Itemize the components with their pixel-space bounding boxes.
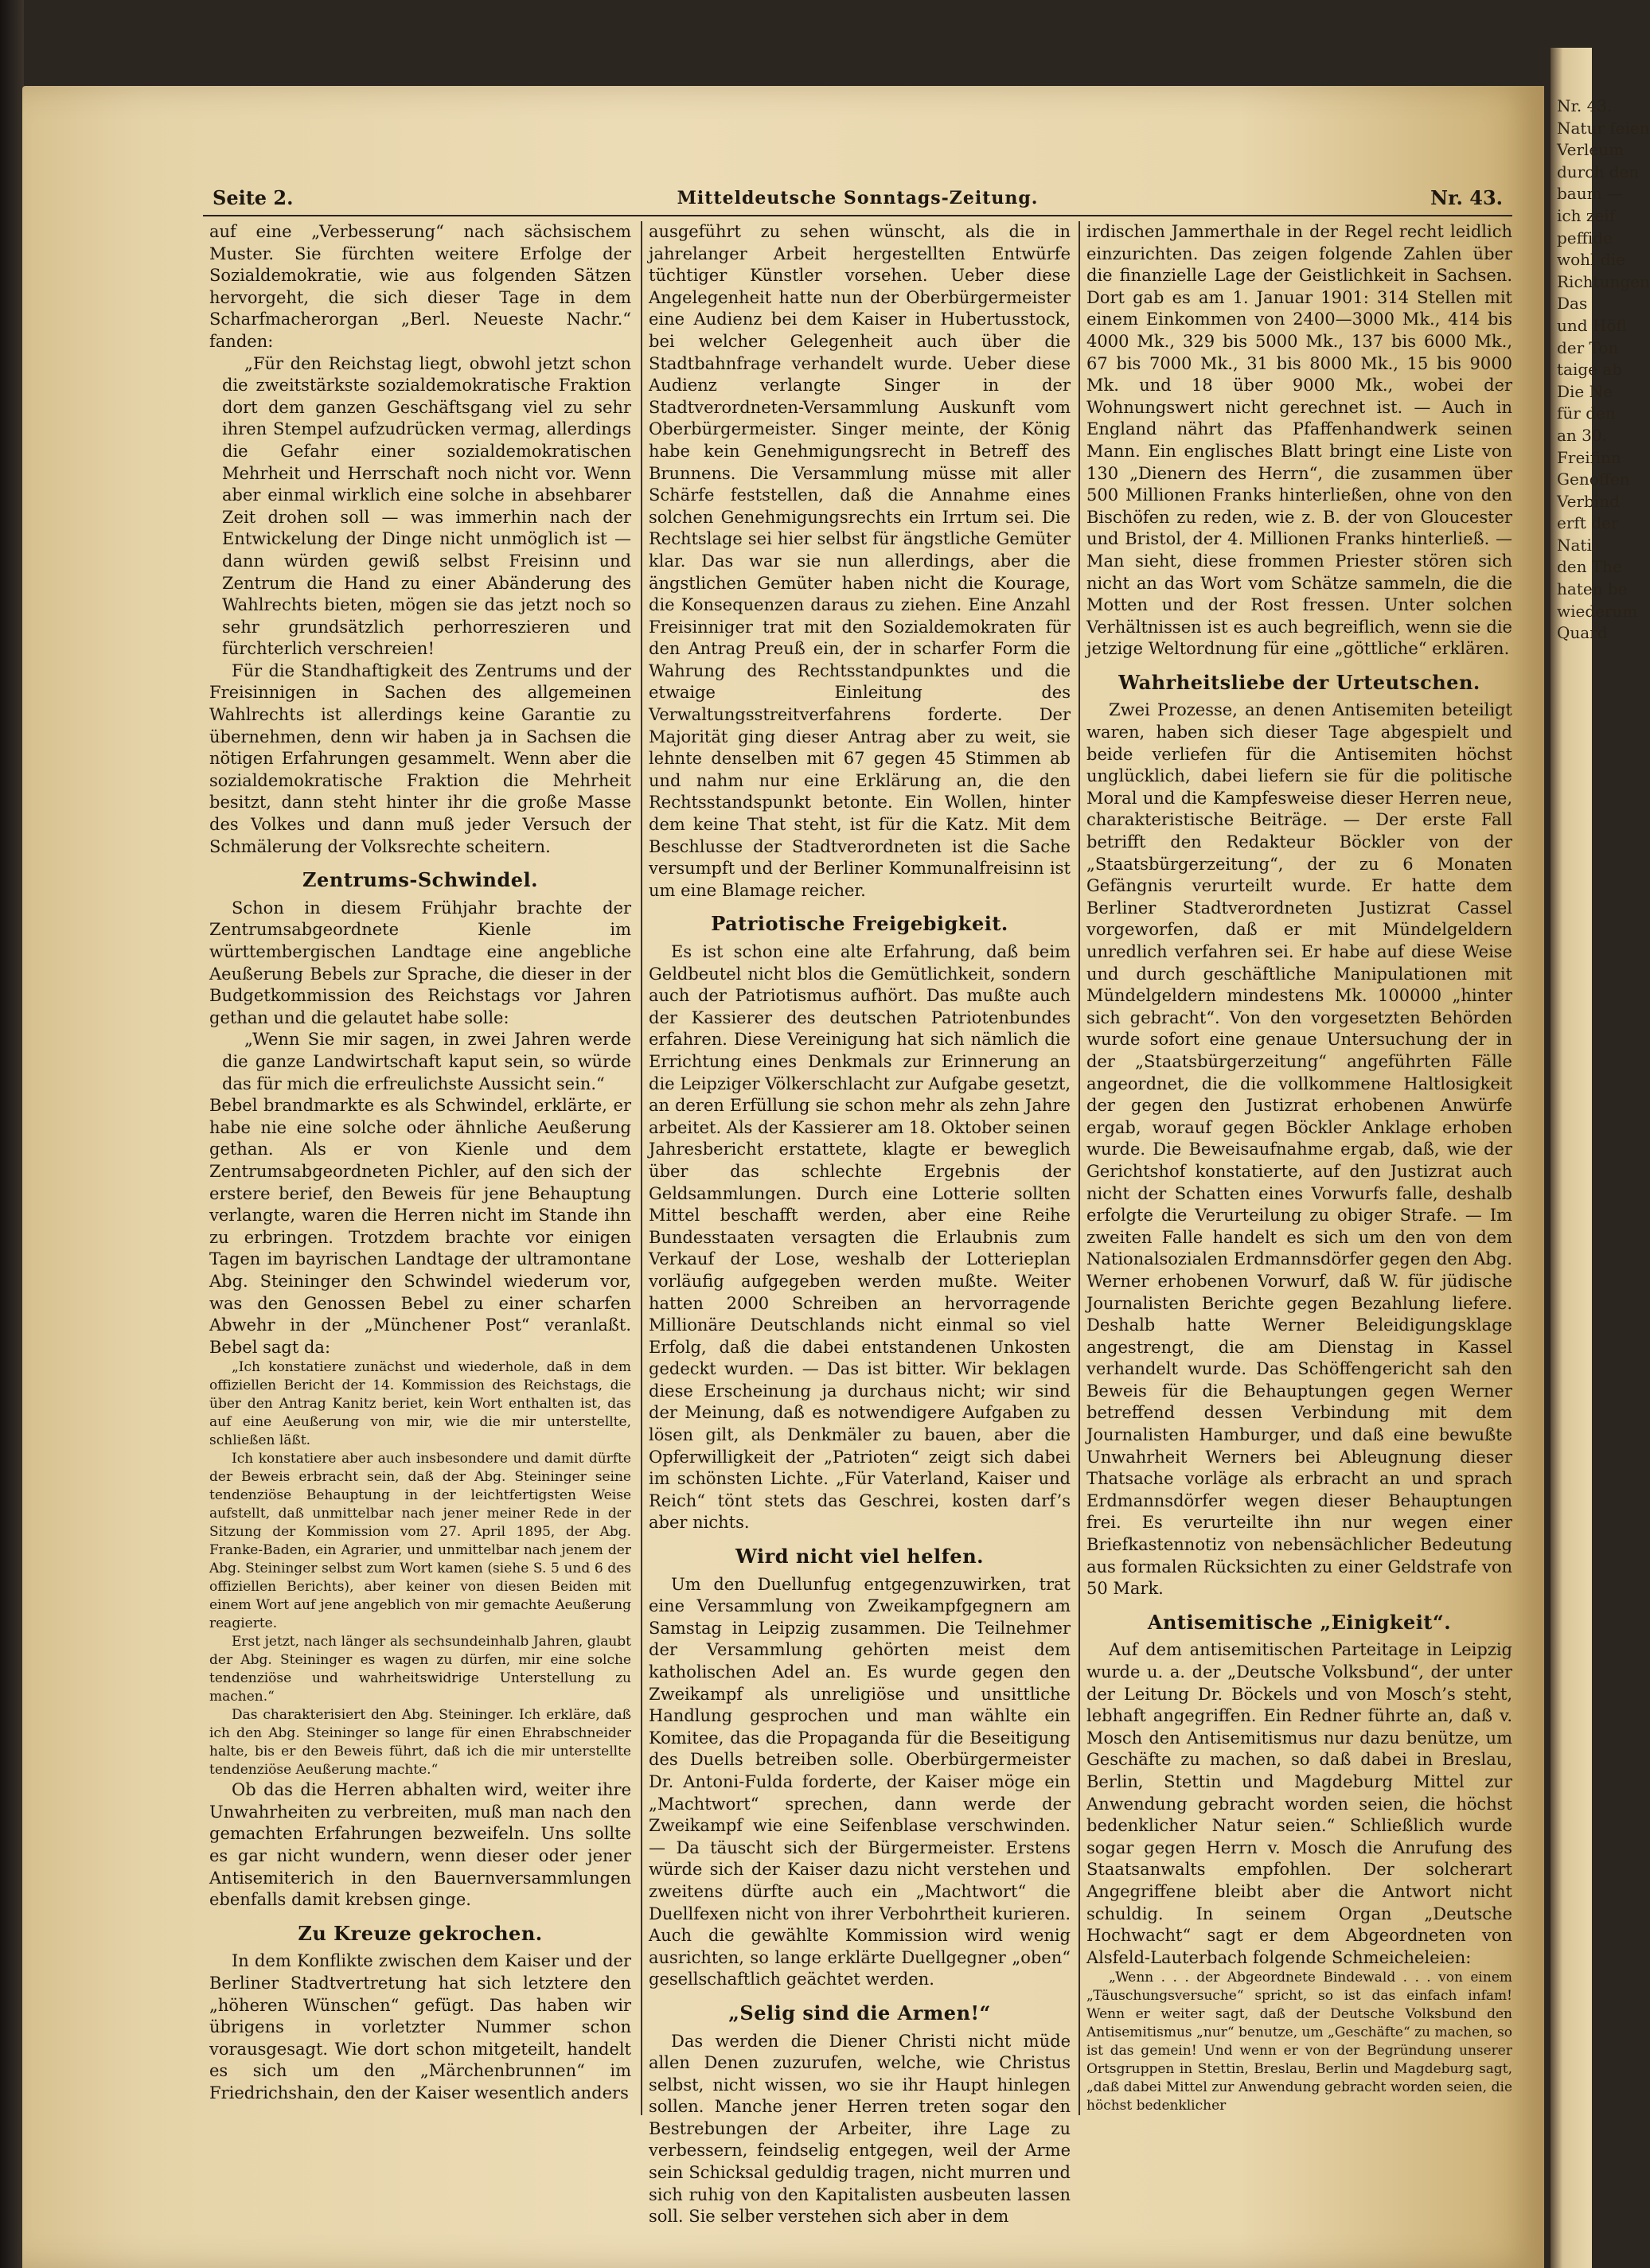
article-paragraph: irdischen Jammerthale in der Regel recht leidlich einzurichten. Das zeigen folgende Zahlen über die finanzielle Lage der Geistlichkeit in Sachsen. Dort gab es am 1. Januar 1901: 314 Stellen mit einem Einkommen von 2400—3000 Mk., 414 bis 4000 Mk., 329 bis 5000 Mk., 137 bis 6000 Mk., 67 bis 7000 Mk., 31 bis 8000 Mk., 15 bis 9000 Mk. und 18 über 9000 Mk., wobei der Wohnungswert nicht gerechnet ist. — Auch in England nährt das Pfaffenhandwerk seinen Mann. Ein englisches Blatt bringt eine Liste von 130 „Dienern des Herrn“, die zusammen über 500 Millionen Franks hinterließen, ohne von den Bischöfen zu reden, wie z. B. der von Gloucester und Bristol, der 4. Millionen Franks hinterließ. — Man sieht, diese frommen Priester stören sich nicht an das Wort vom Schätze sammeln, die die Motten und der Rost fressen. Unter solchen Verhältnissen ist es auch begreiflich, wenn sie die jetzige Weltordnung für eine „göttliche“ erklären. bbox=[1086, 222, 1512, 659]
quoted-small-paragraph: Ich konstatiere aber auch insbesondere und damit dürfte der Beweis erbracht sein, daß der Abg. Steininger seine tendenziöse Behauptung in der leichtfertigsten Weise aufstellt, daß unmittelbar nach jener meiner Rede in der Sitzung der Kommission vom 27. April 1895, der Abg. Franke-Baden, ein Agrarier, und unmittelbar nach jenem der Abg. Steininger selbst zum Wort kamen (siehe S. 5 und 6 des offiziellen Berichts), aber keiner von diesen Beiden mit einem Wort auf jene angeblich von mir gemachte Aeußerung reagierte. bbox=[209, 1451, 631, 1632]
column-divider bbox=[1079, 221, 1080, 2115]
adjacent-page-line: der Ton bbox=[1557, 337, 1619, 357]
adjacent-page-line: Die Ne bbox=[1557, 381, 1613, 401]
quoted-small-paragraph: Das charakterisiert den Abg. Steininger. Ich erkläre, daß ich den Abg. Steininger so lange für einen Ehrabschneider halte, bis er den Beweis führt, daß ich die mir unterstellte tendenziöse Aeußerung machte.“ bbox=[209, 1707, 631, 1779]
adjacent-page-line: baum — bbox=[1557, 184, 1623, 204]
article-heading-wird-nicht-viel-helfen: Wird nicht viel helfen. bbox=[735, 1545, 985, 1569]
adjacent-page-edge bbox=[1551, 48, 1650, 2268]
article-paragraph: Ob das die Herren abhalten wird, weiter ihre Unwahrheiten zu verbreiten, muß man nach den gemachten Erfahrungen bezweifeln. Uns sollte es gar nicht wundern, wenn dieser oder jener Antisemiterich in den Bauernversammlungen ebenfalls damit krebsen ginge. bbox=[209, 1780, 631, 1910]
article-heading-patriotische-freigebigkeit: Patriotische Freigebigkeit. bbox=[711, 912, 1008, 936]
quoted-small-paragraph: Erst jetzt, nach länger als sechsundeinhalb Jahren, glaubt der Abg. Steininger es wagen zu dürfen, mir eine solche tendenziöse und wahrheitswidrige Unterstellung zu machen.“ bbox=[209, 1634, 631, 1705]
adjacent-page-line: Verleum bbox=[1557, 140, 1625, 160]
article-paragraph: Bebel brandmarkte es als Schwindel, erklärte, er habe nie eine solche oder ähnliche Aeußerung gethan. Als er von Kienle und dem Zentrumsabgeordneten Pichler, auf den sich der erstere berief, den Beweis für jene Behauptung verlangte, waren die Herren nicht im Stande ihn zu erbringen. Trotzdem brachte vor einigen Tagen im bayrischen Landtage der ultramontane Abg. Steininger den Schwindel wiederum vor, was den Genossen Bebel zu einer scharfen Abwehr in der „Münchener Post“ veranlaßt. Bebel sagt da: bbox=[209, 1096, 631, 1357]
adjacent-page-line: taige ab bbox=[1557, 360, 1623, 380]
article-heading-wahrheitsliebe: Wahrheitsliebe der Urteutschen. bbox=[1118, 670, 1480, 694]
adjacent-page-line: ich zeif bbox=[1557, 205, 1616, 225]
adjacent-page-line: an 30. bbox=[1557, 425, 1607, 445]
article-paragraph: Auf dem antisemitischen Parteitage in Leipzig wurde u. a. der „Deutsche Volksbund“, der unter der Leitung Dr. Böckels und von Mosch’s steht, lebhaft angegriffen. Ein Redner führte an, daß v. Mosch den Antisemitismus nur dazu benütze, um Geschäfte zu machen, so daß dabei in Breslau, Berlin, Stettin und Magdeburg Mittel zur Anwendung gebracht worden seien, die höchst bedenklicher Natur seien.“ Schließlich wurde sogar gegen Herrn v. Mosch die Anrufung des Staatsanwalts empfohlen. Der solcherart Angegriffene bleibt aber die Antwort nicht schuldig. In seinem Organ „Deutsche Hochwacht“ sagt er dem Abgeordneten von Alsfeld-Lauterbach folgende Schmeicheleien: bbox=[1086, 1640, 1512, 1967]
adjacent-page-line: und Höfl bbox=[1557, 315, 1627, 335]
book-binding-edge bbox=[0, 0, 24, 2268]
page-number: Seite 2. bbox=[213, 186, 294, 209]
adjacent-page-line: peffide bbox=[1557, 228, 1613, 247]
adjacent-page-line: durch den bbox=[1557, 162, 1640, 181]
column-2 bbox=[649, 221, 1071, 2227]
adjacent-page-line: wiederum bbox=[1557, 601, 1638, 621]
adjacent-page-line: haten be bbox=[1557, 579, 1628, 599]
adjacent-page-line: erft der bbox=[1557, 513, 1619, 533]
quoted-paragraph: „Für den Reichstag liegt, obwohl jetzt schon die zweitstärkste sozialdemokratische Fraktion dort dem ganzen Geschäftsgang viel zu sehr ihren Stempel aufzudrücken vermag, allerdings die Gefahr einer sozialdemokratischen Mehrheit und Herrschaft noch nicht vor. Wenn aber einmal wirklich eine solche in absehbarer Zeit drohen soll — was immerhin nach der Entwickelung der Dinge nicht unmöglich ist — dann würden gewiß selbst Freisinn und Zentrum die Hand zu einer Abänderung des Wahlrechts bieten, mögen sie das jetzt noch so sehr grundsätzlich perhorreszieren und fürchterlich verschreien! bbox=[222, 353, 631, 659]
adjacent-page-line: Verbind bbox=[1557, 491, 1620, 511]
adjacent-page-line: Genoffen bbox=[1557, 470, 1630, 489]
adjacent-page-line: Das bbox=[1557, 294, 1588, 314]
adjacent-page-line: Nr. 43. bbox=[1557, 96, 1613, 115]
adjacent-page-line: Quard bbox=[1557, 623, 1608, 643]
article-paragraph: Schon in diesem Frühjahr brachte der Zentrumsabgeordnete Kienle im württembergischen Landtage eine angebliche Aeußerung Bebels zur Sprache, die dieser in der Budgetkommission des Reichstags vor Jahren gethan und die gelautet habe solle: bbox=[209, 898, 631, 1027]
article-paragraph: Das werden die Diener Christi nicht müde allen Denen zuzurufen, welche, wie Christus selbst, nicht wissen, wo sie ihr Haupt hinlegen sollen. Manche jener Herren treten sogar den Bestrebungen der Arbeiter, ihre Lage zu verbessern, feindselig entgegen, weil der Arme sein Schicksal geduldig tragen, nicht murren und sich ruhig von den Kapitalisten ausbeuten lassen soll. Sie selber verstehen sich aber in dem bbox=[649, 2031, 1071, 2227]
article-paragraph: Um den Duellunfug entgegenzuwirken, trat eine Versammlung von Zweikampfgegnern am Samstag in Leipzig zusammen. Die Teilnehmer der Versammlung gehörten meist dem katholischen Adel an. Es wurde gegen den Zweikampf als unreligiöse und unsittliche Handlung gesprochen und man wählte ein Komitee, das die Propaganda für die Beseitigung des Duells betreiben solle. Oberbürgermeister Dr. Antoni-Fulda forderte, der Kaiser möge ein „Machtwort“ sprechen, dann werde der Zweikampf wie eine Seifenblase verschwinden. — Da täuscht sich der Bürgermeister. Erstens würde sich der Kaiser dazu nicht verstehen und zweitens dürfte auch ein „Machtwort“ die Duellfexen nicht von ihrer Verbohrtheit kurieren. Auch die gewählte Kommission wird wenig ausrichten, so lange erklärte Duellgegner „oben“ gesellschaftlich geächtet werden. bbox=[649, 1574, 1071, 1989]
page-header bbox=[203, 183, 1512, 216]
article-paragraph: Es ist schon eine alte Erfahrung, daß beim Geldbeutel nicht blos die Gemütlichkeit, sondern auch der Patriotismus aufhört. Das mußte auch der Kassierer des deutschen Patriotenbundes erfahren. Diese Vereinigung hat sich nämlich die Errichtung eines Denkmals zur Erinnerung an die Leipziger Völkerschlacht zur Aufgabe gesetzt, an deren Erfüllung sie schon mehr als zehn Jahre arbeitet. Als der Kassierer am 18. Oktober seinen Jahresbericht erstattete, klagte er beweglich über das schlechte Ergebnis der Geldsammlungen. Durch eine Lotterie sollten Mittel beschafft werden, aber eine Reihe Bundesstaaten versagten die Erlaubnis zum Verkauf der Lose, weshalb der Lotterieplan vorläufig aufgegeben werden mußte. Weiter hatten 2000 Schreiben an hervorragende Millionäre Deutschlands nicht einmal so viel Erfolg, daß die dabei entstandenen Unkosten gedeckt wurden. — Das ist bitter. Wir beklagen diese Erscheinung ja durchaus nicht; wir sind der Meinung, daß es notwendigere Aufgaben zu lösen gilt, als Denkmäler zu bauen, aber die Opferwilligkeit der „Patrioten“ zeigt sich dabei im schönsten Lichte. „Für Vaterland, Kaiser und Reich“ tönt stets das Geschrei, kosten darf’s aber nichts. bbox=[649, 942, 1071, 1533]
column-divider bbox=[641, 221, 642, 2115]
adjacent-page-line: für den bbox=[1557, 403, 1616, 423]
article-heading-antisemitische-einigkeit: Antisemitische „Einigkeit“. bbox=[1147, 1610, 1452, 1634]
quoted-small-paragraph: „Ich konstatiere zunächst und wiederhole, daß in dem offiziellen Bericht der 14. Kommission des Reichstags, die über den Antrag Kanitz beriet, kein Wort enthalten ist, das auf eine Aeußerung von mir, wie die mir unterstellte, schließen läßt. bbox=[209, 1359, 631, 1449]
article-paragraph: In dem Konflikte zwischen dem Kaiser und der Berliner Stadtvertretung hat sich letztere den „höheren Wünschen“ gefügt. Das haben wir übrigens in vorletzter Nummer schon vorausgesagt. Wie dort schon mitgeteilt, handelt es sich um den „Märchenbrunnen“ im Friedrichshain, den der Kaiser wesentlich anders bbox=[209, 1951, 631, 2102]
adjacent-page-line: Freifinn bbox=[1557, 447, 1621, 467]
article-paragraph: Zwei Prozesse, an denen Antisemiten beteiligt waren, haben sich dieser Tage abgespielt und beide verliefen für die Antisemiten höchst unglücklich, dabei liefern sie für die politische Moral und die Kampfesweise dieser Herren neue, charakteristische Beiträge. — Der erste Fall betrifft den Redakteur Böckler von der „Staatsbürgerzeitung“, der zu 6 Monaten Gefängnis verurteilt wurde. Er hatte dem Berliner Stadtverordneten Justizrat Cassel vorgeworfen, daß er mit Mündelgeldern unredlich verfahren sei. Er habe auf diese Weise und durch geschäftliche Manipulationen mit Mündelgeldern mindestens Mk. 100000 „hinter sich gebracht“. Von den vorgesetzten Behörden wurde sofort eine genaue Untersuchung der in der „Staatsbürgerzeitung“ angeführten Fälle angeordnet, die die vollkommene Haltlosigkeit der gegen den Justizrat erhobenen Anwürfe ergab, worauf gegen Böckler Anklage erhoben wurde. Die Beweisaufnahme ergab, daß, wie der Gerichtshof konstatierte, auf den Justizrat auch nicht der Schatten eines Vorwurfs falle, deshalb erfolgte die Verurteilung zu obiger Strafe. — Im zweiten Falle handelt es sich um den von dem Nationalsozialen Erdmannsdörfer gegen den Abg. Werner erhobenen Vorwurf, daß W. für jüdische Journalisten Berichte gegen Bezahlung liefere. Deshalb hatte Werner Beleidigungsklage angestrengt, die am Dienstag in Kassel verhandelt wurde. Das Schöffengericht sah den Beweis für die Behauptungen gegen Werner betreffend dessen Verbindung mit dem Journalisten Hamburger, und daß eine bewußte Unwahrheit Werners bei Ableugnung dieser Thatsache vorläge als erbracht an und sprach Erdmannsdörfer wegen dieser Behauptungen frei. Es verurteilte ihn nur wegen einer Briefkastennotiz von nebensächlicher Bedeutung aus formalen Rücksichten zu einer Geldstrafe von 50 Mark. bbox=[1086, 700, 1512, 1599]
article-heading-zu-kreuze-gekrochen: Zu Kreuze gekrochen. bbox=[298, 1921, 543, 1945]
adjacent-page-text-fragment bbox=[1557, 95, 1650, 645]
adjacent-page-line: Nati bbox=[1557, 535, 1592, 555]
article-paragraph: ausgeführt zu sehen wünscht, als die in jahrelanger Arbeit hergestellten Entwürfe tüchtiger Künstler vorsehen. Ueber diese Angelegenheit hatte nun der Oberbürgermeister eine Audienz bei dem Kaiser in Hubertusstock, bei welcher Gelegenheit auch über die Stadtbahnfrage verhandelt wurde. Ueber diese Audienz verlangte Singer in der Stadtverordneten-Versammlung Auskunft vom Oberbürgermeister. Singer meinte, der König habe kein Genehmigungsrecht in Betreff des Brunnens. Die Versammlung müsse mit aller Schärfe feststellen, daß die Annahme eines solchen Genehmigungsrechts ein Irrtum sei. Die Rechtslage sei hier selbst für ängstliche Gemüter klar. Das war sie nun allerdings, aber die ängstlichen Gemüter haben nicht die Kourage, die Konsequenzen daraus zu ziehen. Eine Anzahl Freisinniger trat mit den Sozialdemokraten für den Antrag Preuß ein, der in scharfer Form die Wahrung des Rechtsstandpunktes und die etwaige Einleitung des Verwaltungsstreitverfahrens forderte. Der Majorität ging dieser Antrag aber zu weit, sie lehnte denselben mit 67 gegen 45 Stimmen ab und nahm nur eine Erklärung an, die den Rechtsstandspunkt betonte. Ein Wollen, hinter dem keine That steht, ist für die Katz. Mit dem Beschlusse der Stadtverordneten ist die Sache versumpft und der Berliner Kommunalfreisinn ist um eine Blamage reicher. bbox=[649, 222, 1071, 900]
newspaper-title: Mitteldeutsche Sonntags-Zeitung. bbox=[677, 188, 1039, 208]
quoted-small-paragraph: „Wenn . . . der Abgeordnete Bindewald . . . von einem „Täuschungsversuche“ spricht, so ist das einfach infam! Wenn er weiter sagt, daß der Deutsche Volksbund den Antisemitismus „nur“ benutze, um „Geschäfte“ zu machen, so ist das gemein! Und wenn er von der Begründung unserer Ortsgruppen in Stettin, Breslau, Berlin und Magdeburg sagt, „daß dabei Mittel zur Anwendung gebracht worden seien, die höchst bedenklicher bbox=[1086, 1970, 1512, 2114]
adjacent-page-line: wohl die bbox=[1557, 250, 1625, 270]
adjacent-page-line: Natur feien bbox=[1557, 118, 1650, 138]
article-paragraph: auf eine „Verbesserung“ nach sächsischem Muster. Sie fürchten weitere Erfolge der Sozialdemokratie, wie aus folgenden Sätzen hervorgeht, die sich dieser Tage in dem Scharfmacherorgan „Berl. Neueste Nachr.“ fanden: bbox=[209, 222, 631, 351]
issue-number: Nr. 43. bbox=[1430, 186, 1503, 209]
article-heading-selig-sind-die-armen: „Selig sind die Armen!“ bbox=[728, 2001, 991, 2024]
article-heading-zentrums-schwindel: Zentrums-Schwindel. bbox=[302, 868, 538, 892]
column-1 bbox=[209, 221, 631, 2115]
article-paragraph: Für die Standhaftigkeit des Zentrums und der Freisinnigen in Sachen des allgemeinen Wahlrechts ist allerdings keine Garantie zu übernehmen, denn wir haben ja in Sachsen die nötigen Erfahrungen gesammelt. Wenn aber die sozialdemokratische Fraktion die Mehrheit besitzt, dann steht hinter ihr die große Masse des Volkes und dann muß jeder Versuch der Schmälerung der Volksrechte scheitern. bbox=[209, 661, 631, 856]
adjacent-page-line: den The bbox=[1557, 557, 1622, 577]
adjacent-page-line: Richtungen bbox=[1557, 271, 1650, 291]
quoted-paragraph: „Wenn Sie mir sagen, in zwei Jahren werde die ganze Landwirtschaft kaput sein, so würde das für mich die erfreulichste Aussicht sein.“ bbox=[222, 1030, 631, 1093]
column-3 bbox=[1086, 221, 1512, 2115]
